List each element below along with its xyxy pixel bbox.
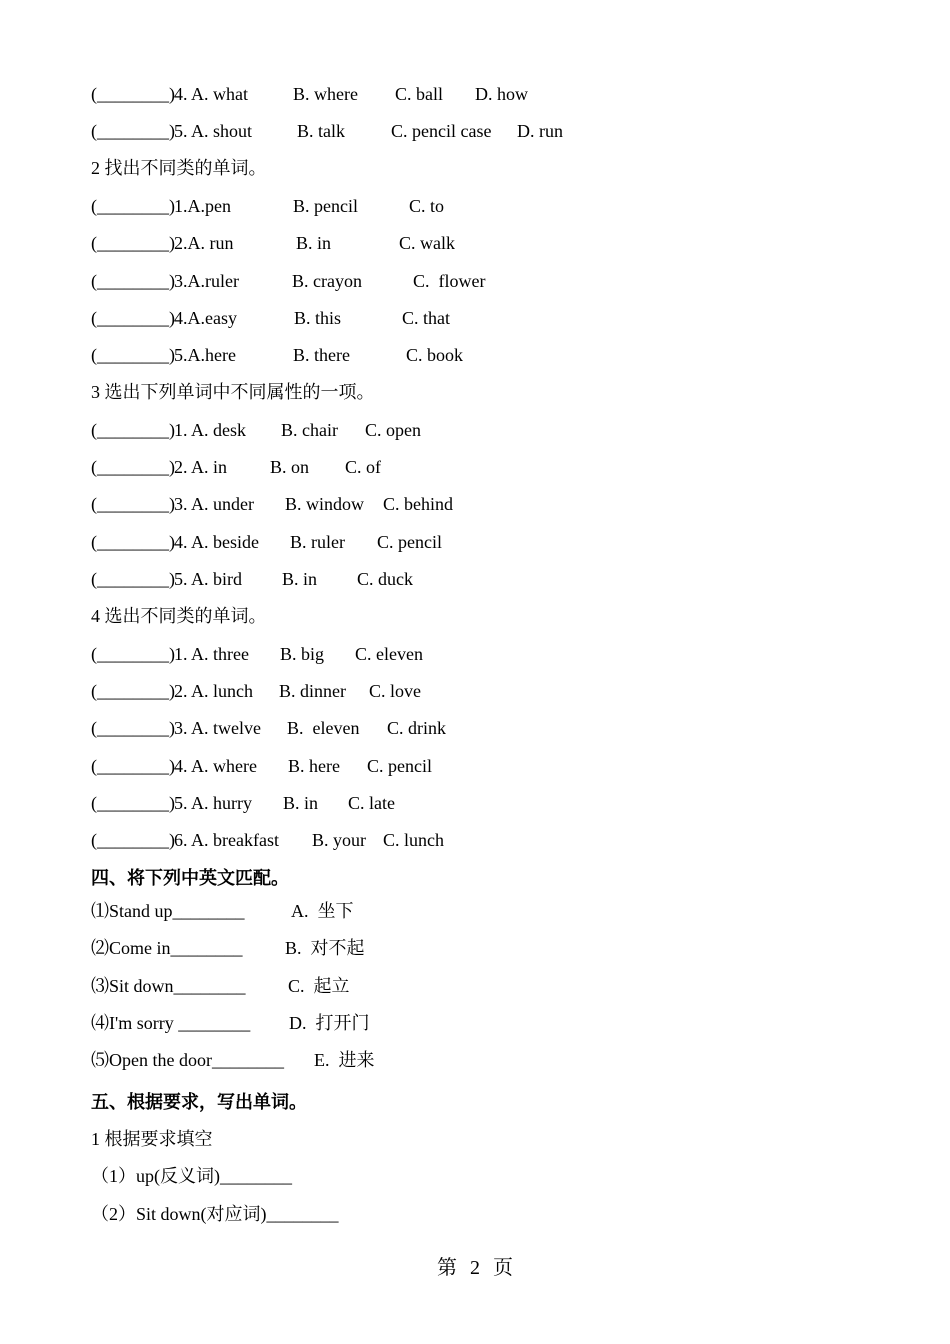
option-c: C. pencil case bbox=[391, 121, 492, 141]
match-chinese: C. 起立 bbox=[288, 976, 350, 996]
option-b: B. talk bbox=[297, 121, 345, 141]
option-b: B. here bbox=[288, 756, 340, 776]
option-c: C. of bbox=[345, 457, 381, 477]
option-a: 1.A.pen bbox=[174, 196, 231, 216]
match-row bbox=[91, 1011, 370, 1035]
question-row bbox=[91, 119, 563, 143]
option-a: 6. A. breakfast bbox=[174, 830, 279, 850]
question-row bbox=[91, 828, 444, 852]
answer-blank[interactable]: (________) bbox=[91, 420, 175, 440]
question-row bbox=[91, 194, 445, 218]
part-title: 四、将下列中英文匹配。 bbox=[91, 868, 289, 888]
option-c: C. ball bbox=[395, 84, 443, 104]
option-c: C. duck bbox=[357, 569, 413, 589]
option-c: C. lunch bbox=[383, 830, 444, 850]
answer-blank[interactable]: (________) bbox=[91, 532, 175, 552]
answer-blank[interactable]: (________) bbox=[91, 345, 175, 365]
fill-item[interactable]: （1）up(反义词)________ bbox=[91, 1166, 292, 1186]
option-c: C. open bbox=[365, 420, 421, 440]
option-c: C. that bbox=[402, 308, 450, 328]
option-b: B. chair bbox=[281, 420, 338, 440]
question-row bbox=[91, 567, 413, 591]
question-row bbox=[91, 455, 381, 479]
question-row bbox=[91, 530, 442, 554]
option-c: C. to bbox=[409, 196, 445, 216]
answer-blank[interactable]: (________) bbox=[91, 233, 175, 253]
option-a: 5. A. bird bbox=[174, 569, 243, 589]
option-c: C. drink bbox=[387, 718, 447, 738]
match-row bbox=[91, 899, 354, 923]
match-chinese: D. 打开门 bbox=[289, 1013, 370, 1033]
question-row bbox=[91, 716, 447, 740]
option-c: C. behind bbox=[383, 494, 453, 514]
option-c: C. eleven bbox=[355, 644, 423, 664]
footer-prefix: 第 bbox=[437, 1257, 457, 1279]
sub-title: 1 根据要求填空 bbox=[91, 1129, 213, 1149]
option-b: B. crayon bbox=[292, 271, 362, 291]
question-row bbox=[91, 492, 453, 516]
option-b: B. in bbox=[282, 569, 318, 589]
part-title: 五、根据要求，写出单词。 bbox=[91, 1092, 307, 1112]
answer-blank[interactable]: (________) bbox=[91, 756, 175, 776]
answer-blank[interactable]: (________) bbox=[91, 718, 175, 738]
option-a: 4. A. beside bbox=[174, 532, 259, 552]
question-row bbox=[91, 754, 432, 778]
answer-blank[interactable]: (________) bbox=[91, 271, 175, 291]
match-english[interactable]: ⑷I'm sorry ________ bbox=[91, 1013, 251, 1033]
match-english[interactable]: ⑵Come in________ bbox=[91, 938, 243, 958]
option-c: C. book bbox=[406, 345, 464, 365]
question-row bbox=[91, 343, 464, 367]
option-c: C. love bbox=[369, 681, 421, 701]
option-d: D. run bbox=[517, 121, 563, 141]
answer-blank[interactable]: (________) bbox=[91, 308, 175, 328]
option-a: 4. A. where bbox=[174, 756, 257, 776]
match-english[interactable]: ⑶Sit down________ bbox=[91, 976, 246, 996]
option-b: B. in bbox=[296, 233, 332, 253]
option-a: 2. A. in bbox=[174, 457, 228, 477]
question-row bbox=[91, 306, 450, 330]
match-row bbox=[91, 936, 365, 960]
option-a: 1. A. desk bbox=[174, 420, 246, 440]
question-row bbox=[91, 418, 421, 442]
option-a: 5. A. hurry bbox=[174, 793, 252, 813]
option-d: D. how bbox=[475, 84, 528, 104]
option-b: B. window bbox=[285, 494, 365, 514]
answer-blank[interactable]: (________) bbox=[91, 121, 175, 141]
answer-blank[interactable]: (________) bbox=[91, 457, 175, 477]
option-b: B. big bbox=[280, 644, 325, 664]
option-a: 4. A. what bbox=[174, 84, 248, 104]
option-b: B. on bbox=[270, 457, 310, 477]
option-a: 3. A. twelve bbox=[174, 718, 261, 738]
page-number: 2 bbox=[470, 1257, 480, 1279]
match-row bbox=[91, 974, 350, 998]
option-b: B. in bbox=[283, 793, 319, 813]
option-c: C. pencil bbox=[377, 532, 442, 552]
answer-blank[interactable]: (________) bbox=[91, 793, 175, 813]
question-row bbox=[91, 679, 421, 703]
option-a: 2. A. lunch bbox=[174, 681, 253, 701]
answer-blank[interactable]: (________) bbox=[91, 494, 175, 514]
question-row bbox=[91, 642, 423, 666]
answer-blank[interactable]: (________) bbox=[91, 644, 175, 664]
option-b: B. where bbox=[293, 84, 358, 104]
option-a: 3.A.ruler bbox=[174, 271, 239, 291]
match-row bbox=[91, 1048, 375, 1072]
option-b: B. this bbox=[294, 308, 342, 328]
section-title: 2 找出不同类的单词。 bbox=[91, 158, 267, 178]
option-c: C. pencil bbox=[367, 756, 432, 776]
option-b: B. eleven bbox=[287, 718, 360, 738]
option-b: B. your bbox=[312, 830, 366, 850]
question-row bbox=[91, 269, 486, 293]
answer-blank[interactable]: (________) bbox=[91, 681, 175, 701]
option-a: 3. A. under bbox=[174, 494, 254, 514]
section-title: 4 选出不同类的单词。 bbox=[91, 606, 267, 626]
option-b: B. pencil bbox=[293, 196, 358, 216]
answer-blank[interactable]: (________) bbox=[91, 84, 175, 104]
section-title: 3 选出下列单词中不同属性的一项。 bbox=[91, 382, 375, 402]
answer-blank[interactable]: (________) bbox=[91, 196, 175, 216]
match-english[interactable]: ⑸Open the door________ bbox=[91, 1050, 284, 1070]
option-a: 4.A.easy bbox=[174, 308, 237, 328]
option-a: 5. A. shout bbox=[174, 121, 253, 141]
option-c: C. late bbox=[348, 793, 395, 813]
answer-blank[interactable]: (________) bbox=[91, 569, 175, 589]
question-row bbox=[91, 791, 395, 815]
match-chinese: E. 进来 bbox=[314, 1050, 375, 1070]
option-a: 1. A. three bbox=[174, 644, 249, 664]
match-chinese: B. 对不起 bbox=[285, 938, 365, 958]
option-b: B. there bbox=[293, 345, 350, 365]
match-chinese: A. 坐下 bbox=[291, 901, 354, 921]
option-a: 2.A. run bbox=[174, 233, 234, 253]
answer-blank[interactable]: (________) bbox=[91, 830, 175, 850]
option-a: 5.A.here bbox=[174, 345, 236, 365]
fill-item[interactable]: （2）Sit down(对应词)________ bbox=[91, 1204, 339, 1224]
match-english[interactable]: ⑴Stand up________ bbox=[91, 901, 245, 921]
question-row bbox=[91, 231, 455, 255]
question-row bbox=[91, 82, 528, 106]
page-footer bbox=[0, 1255, 950, 1281]
option-c: C. flower bbox=[413, 271, 486, 291]
option-c: C. walk bbox=[399, 233, 455, 253]
option-b: B. ruler bbox=[290, 532, 345, 552]
option-b: B. dinner bbox=[279, 681, 346, 701]
footer-suffix: 页 bbox=[493, 1257, 513, 1279]
